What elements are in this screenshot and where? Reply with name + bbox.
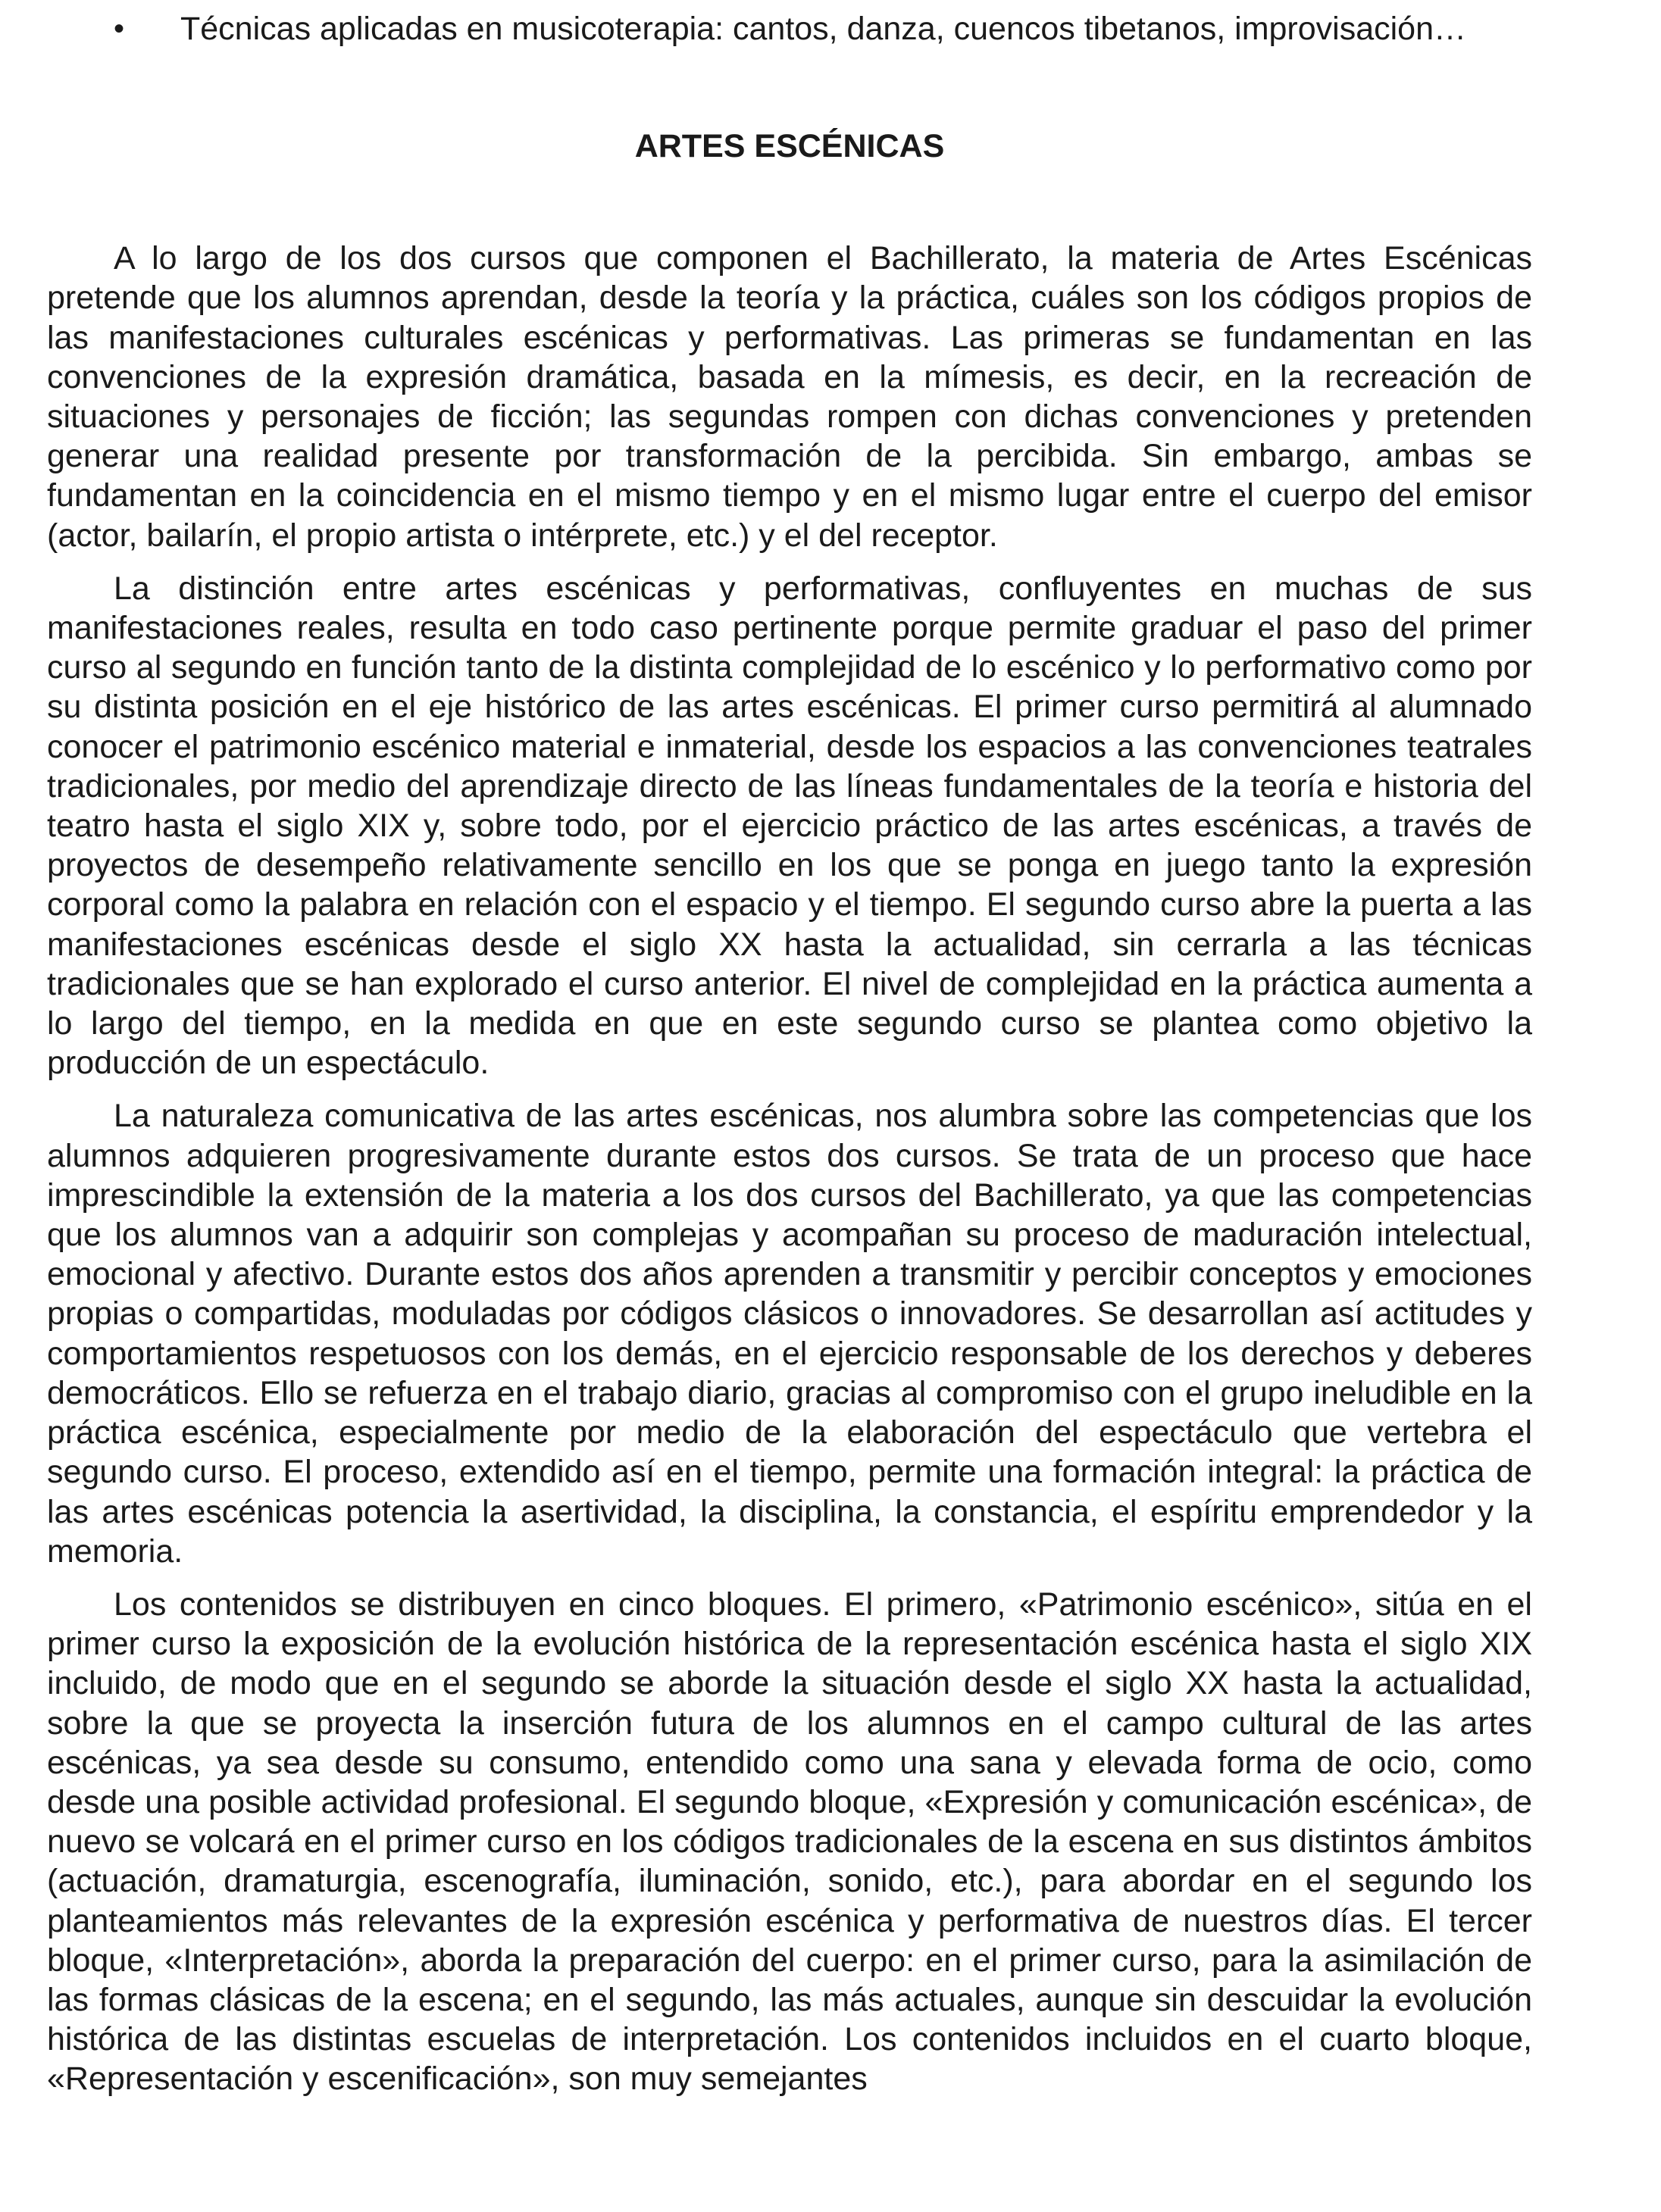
paragraph: Los contenidos se distribuyen en cinco bloques. El primero, «Patrimonio escénico», sitúa en el primer curso la exposición de la evolución histórica de la representación escénica hasta el siglo XIX incluido, de modo que en el segundo se aborde la situación desde el siglo XX hasta la actualidad, sobre la que se proyecta la inserción futura de los alumnos en el campo cultural de las artes escénicas, ya sea desde su consumo, entendido como una sana y elevada forma de ocio, como desde una posible actividad profesional. El segundo bloque, «Expresión y comunicación escénica», de nuevo se volcará en el primer curso en los códigos tradicionales de la escena en sus distintos ámbitos (actuación, dramaturgia, escenografía, iluminación, sonido, etc.), para abordar en el segundo los planteamientos más relevantes de la expresión escénica y performativa de nuestros días. El tercer bloque, «Interpretación», aborda la preparación del cuerpo: en el primer curso, para la asimilación de las formas clásicas de la escena; en el segundo, las más actuales, aunque sin descuidar la evolución histórica de las distintas escuelas de interpretación. Los contenidos incluidos en el cuarto bloque, «Representación y escenificación», son muy semejantes: [47, 1586, 1532, 2098]
bullet-item: [47, 9, 1532, 48]
bullet-symbol: •: [114, 12, 125, 45]
body-text: [47, 239, 1532, 2098]
paragraph: La naturaleza comunicativa de las artes escénicas, nos alumbra sobre las competencias que los alumnos adquieren progresivamente durante estos dos cursos. Se trata de un proceso que hace imprescindible la extensión de la materia a los dos cursos del Bachillerato, ya que las competencias que los alumnos van a adquirir son complejas y acompañan su proceso de maduración intelectual, emocional y afectivo. Durante estos dos años aprenden a transmitir y percibir conceptos y emociones propias o compartidas, moduladas por códigos clásicos o innovadores. Se desarrollan así actitudes y comportamientos respetuosos con los demás, en el ejercicio responsable de los derechos y deberes democráticos. Ello se refuerza en el trabajo diario, gracias al compromiso con el grupo ineludible en la práctica escénica, especialmente por medio de la elaboración del espectáculo que vertebra el segundo curso. El proceso, extendido así en el tiempo, permite una formación integral: la práctica de las artes escénicas potencia la asertividad, la disciplina, la constancia, el espíritu emprendedor y la memoria.: [47, 1098, 1532, 1570]
section-title: ARTES ESCÉNICAS: [634, 128, 945, 165]
paragraph: La distinción entre artes escénicas y performativas, confluyentes en muchas de sus manifestaciones reales, resulta en todo caso pertinente porque permite graduar el paso del primer curso al segundo en función tanto de la distinta complejidad de lo escénico y lo performativo como por su distinta posición en el eje histórico de las artes escénicas. El primer curso permitirá al alumnado conocer el patrimonio escénico material e inmaterial, desde los espacios a las convenciones teatrales tradicionales, por medio del aprendizaje directo de las líneas fundamentales de la teoría e historia del teatro hasta el siglo XIX y, sobre todo, por el ejercicio práctico de las artes escénicas, a través de proyectos de desempeño relativamente sencillo en los que se ponga en juego tanto la expresión corporal como la palabra en relación con el espacio y el tiempo. El segundo curso abre la puerta a las manifestaciones escénicas desde el siglo XX hasta la actualidad, sin cerrarla a las técnicas tradicionales que se han explorado el curso anterior. El nivel de complejidad en la práctica aumenta a lo largo del tiempo, en la medida en que en este segundo curso se plantea como objetivo la producción de un espectáculo.: [47, 570, 1532, 1082]
paragraph: A lo largo de los dos cursos que componen el Bachillerato, la materia de Artes Escénicas pretende que los alumnos aprendan, desde la teoría y la práctica, cuáles son los códigos propios de las manifestaciones culturales escénicas y performativas. Las primeras se fundamentan en las convenciones de la expresión dramática, basada en la mímesis, es decir, en la recreación de situaciones y personajes de ficción; las segundas rompen con dichas convenciones y pretenden generar una realidad presente por transformación de la percibida. Sin embargo, ambas se fundamentan en la coincidencia en el mismo tiempo y en el mismo lugar entre el cuerpo del emisor (actor, bailarín, el propio artista o intérprete, etc.) y el del receptor.: [47, 240, 1532, 554]
document-page: [47, 0, 1532, 2212]
bullet-text: Técnicas aplicadas en musicoterapia: cantos, danza, cuencos tibetanos, improvisación…: [180, 11, 1467, 47]
